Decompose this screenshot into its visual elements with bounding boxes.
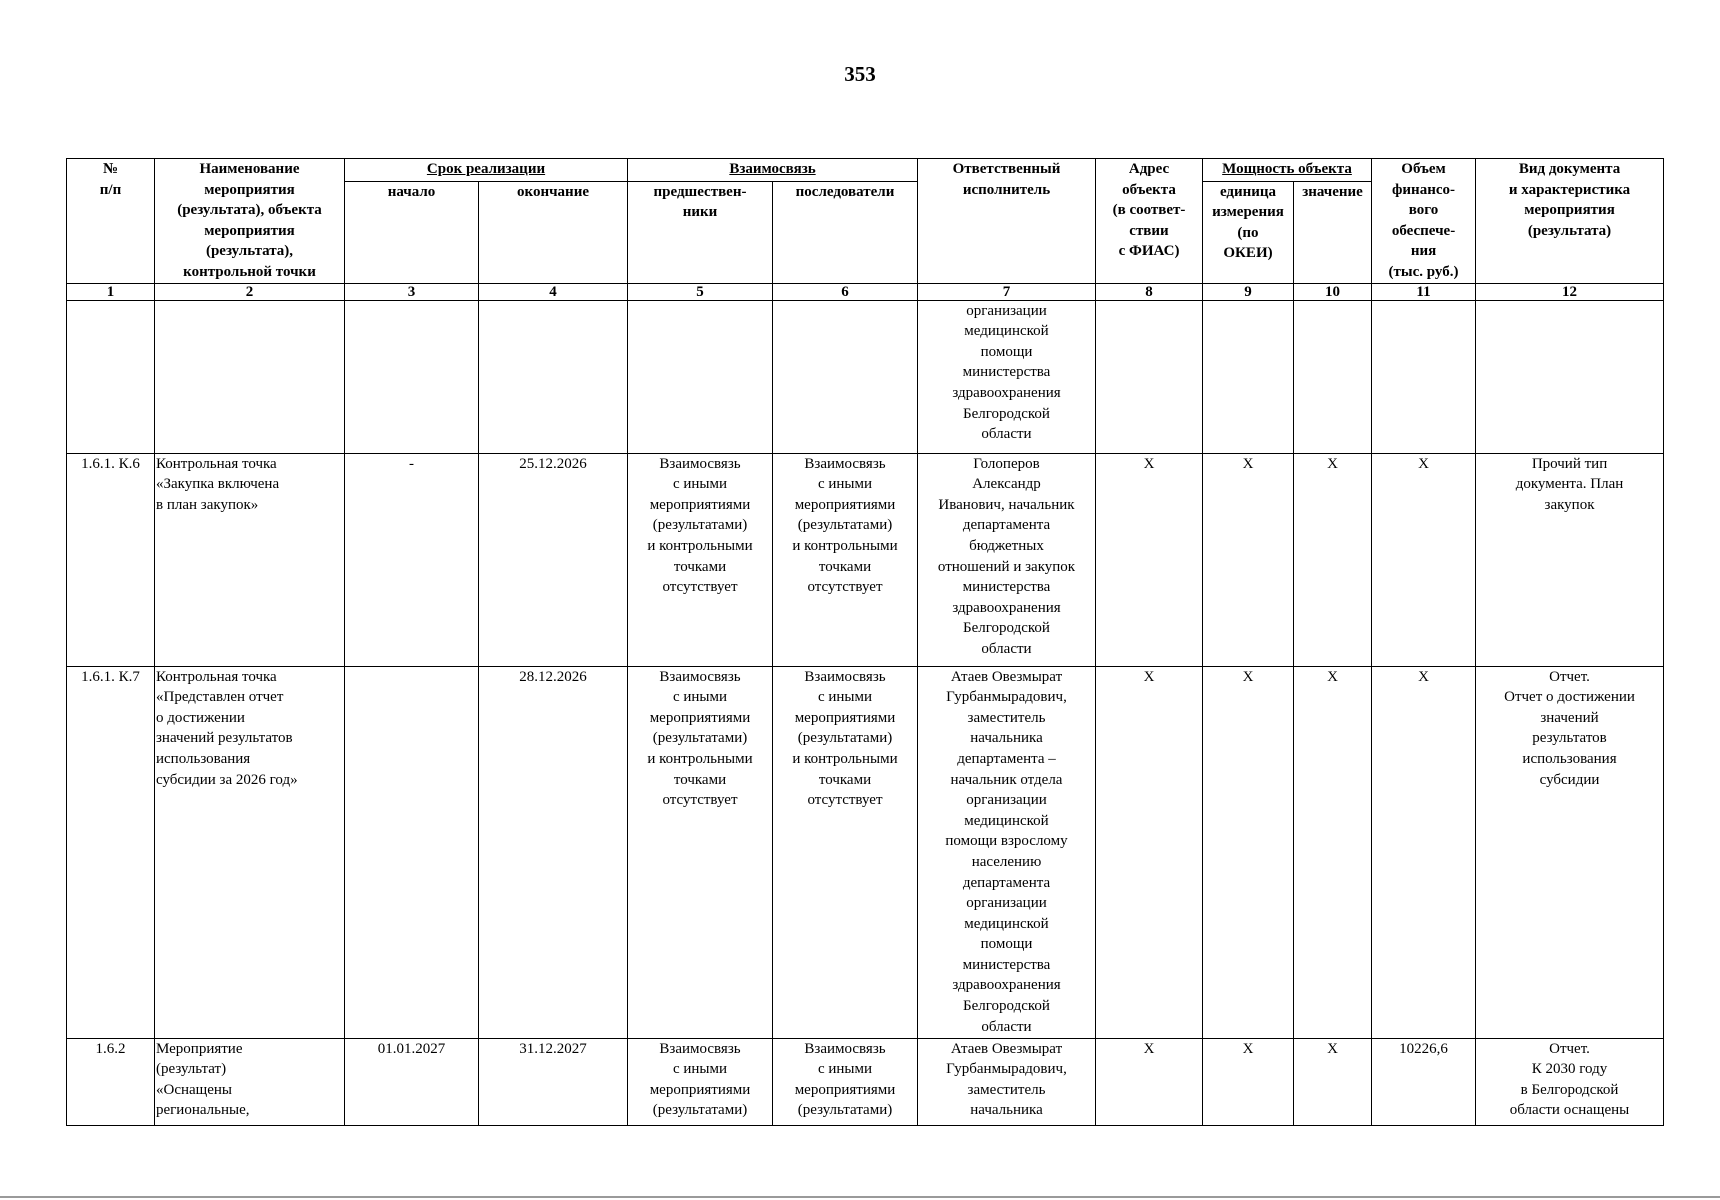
col-number: 5 (628, 283, 773, 300)
row-value (1294, 300, 1372, 453)
col-number: 6 (773, 283, 918, 300)
row-value: X (1294, 666, 1372, 1038)
row-address: X (1096, 453, 1203, 666)
row-volume: X (1372, 453, 1476, 666)
header-relation: Взаимосвязь (628, 159, 918, 182)
row-value: X (1294, 1038, 1372, 1125)
col-number: 9 (1203, 283, 1294, 300)
row-end (479, 300, 628, 453)
table-row (67, 300, 1664, 453)
header-period: Срок реализации (345, 159, 628, 182)
header-successors: последователи (773, 181, 918, 283)
scan-edge-line (0, 1196, 1720, 1198)
row-document: Отчет. К 2030 году в Белгородской области оснащены (1476, 1038, 1664, 1125)
header-value: значение (1294, 181, 1372, 283)
row-responsible: Атаев Овезмырат Гурбанмырадович, заместитель начальника (918, 1038, 1096, 1125)
row-name: Контрольная точка «Представлен отчет о достижении значений результатов использования субсидии за 2026 год» (155, 666, 345, 1038)
col-number: 4 (479, 283, 628, 300)
row-address: X (1096, 666, 1203, 1038)
page-number: 353 (844, 62, 876, 86)
row-document (1476, 300, 1664, 453)
row-value: X (1294, 453, 1372, 666)
table-row (67, 666, 1664, 1038)
row-responsible: организации медицинской помощи министерства здравоохранения Белгородской области (918, 300, 1096, 453)
row-predecessors: Взаимосвязь с иными мероприятиями (результатами) и контрольными точками отсутствует (628, 666, 773, 1038)
row-end: 25.12.2026 (479, 453, 628, 666)
header-row-1 (67, 159, 1664, 182)
col-number: 10 (1294, 283, 1372, 300)
plan-table (66, 158, 1664, 1126)
row-document: Прочий тип документа. План закупок (1476, 453, 1664, 666)
row-start: 01.01.2027 (345, 1038, 479, 1125)
row-number: 1.6.1. К.7 (67, 666, 155, 1038)
row-end: 31.12.2027 (479, 1038, 628, 1125)
row-start (345, 666, 479, 1038)
row-start: - (345, 453, 479, 666)
row-address: X (1096, 1038, 1203, 1125)
header-no: № п/п (67, 159, 155, 284)
row-unit: X (1203, 1038, 1294, 1125)
row-responsible: Голоперов Александр Иванович, начальник департамента бюджетных отношений и закупок министерства здравоохранения Белгородской области (918, 453, 1096, 666)
row-number (67, 300, 155, 453)
row-unit: X (1203, 666, 1294, 1038)
row-name (155, 300, 345, 453)
row-successors: Взаимосвязь с иными мероприятиями (результатами) (773, 1038, 918, 1125)
row-unit: X (1203, 453, 1294, 666)
col-number: 3 (345, 283, 479, 300)
row-predecessors: Взаимосвязь с иными мероприятиями (результатами) (628, 1038, 773, 1125)
header-responsible: Ответственный исполнитель (918, 159, 1096, 284)
row-unit (1203, 300, 1294, 453)
header-name: Наименование мероприятия (результата), объекта мероприятия (результата), контрольной точки (155, 159, 345, 284)
header-start: начало (345, 181, 479, 283)
col-number: 12 (1476, 283, 1664, 300)
row-volume: X (1372, 666, 1476, 1038)
col-number: 1 (67, 283, 155, 300)
header-unit: единица измерения (по ОКЕИ) (1203, 181, 1294, 283)
col-number: 2 (155, 283, 345, 300)
header-predecessors: предшествен- ники (628, 181, 773, 283)
row-end: 28.12.2026 (479, 666, 628, 1038)
col-number: 7 (918, 283, 1096, 300)
row-predecessors: Взаимосвязь с иными мероприятиями (результатами) и контрольными точками отсутствует (628, 453, 773, 666)
col-number: 11 (1372, 283, 1476, 300)
row-successors (773, 300, 918, 453)
table-row (67, 1038, 1664, 1125)
header-address: Адрес объекта (в соответ- ствии с ФИАС) (1096, 159, 1203, 284)
col-number: 8 (1096, 283, 1203, 300)
row-predecessors (628, 300, 773, 453)
header-volume: Объем финансо- вого обеспече- ния (тыс. руб.) (1372, 159, 1476, 284)
row-successors: Взаимосвязь с иными мероприятиями (результатами) и контрольными точками отсутствует (773, 666, 918, 1038)
row-volume (1372, 300, 1476, 453)
row-number: 1.6.2 (67, 1038, 155, 1125)
header-end: окончание (479, 181, 628, 283)
header-capacity: Мощность объекта (1203, 159, 1372, 182)
row-successors: Взаимосвязь с иными мероприятиями (результатами) и контрольными точками отсутствует (773, 453, 918, 666)
row-volume: 10226,6 (1372, 1038, 1476, 1125)
row-number: 1.6.1. К.6 (67, 453, 155, 666)
row-responsible: Атаев Овезмырат Гурбанмырадович, заместитель начальника департамента – начальник отдела организации медицинской помощи взрослому населению департамента организации медицинской помощи министерства здравоохранения Белгородской области (918, 666, 1096, 1038)
table-row (67, 453, 1664, 666)
column-numbers-row (67, 283, 1664, 300)
row-name: Мероприятие (результат) «Оснащены региональные, (155, 1038, 345, 1125)
row-address (1096, 300, 1203, 453)
row-name: Контрольная точка «Закупка включена в план закупок» (155, 453, 345, 666)
header-doc: Вид документа и характеристика мероприятия (результата) (1476, 159, 1664, 284)
row-document: Отчет. Отчет о достижении значений результатов использования субсидии (1476, 666, 1664, 1038)
row-start (345, 300, 479, 453)
